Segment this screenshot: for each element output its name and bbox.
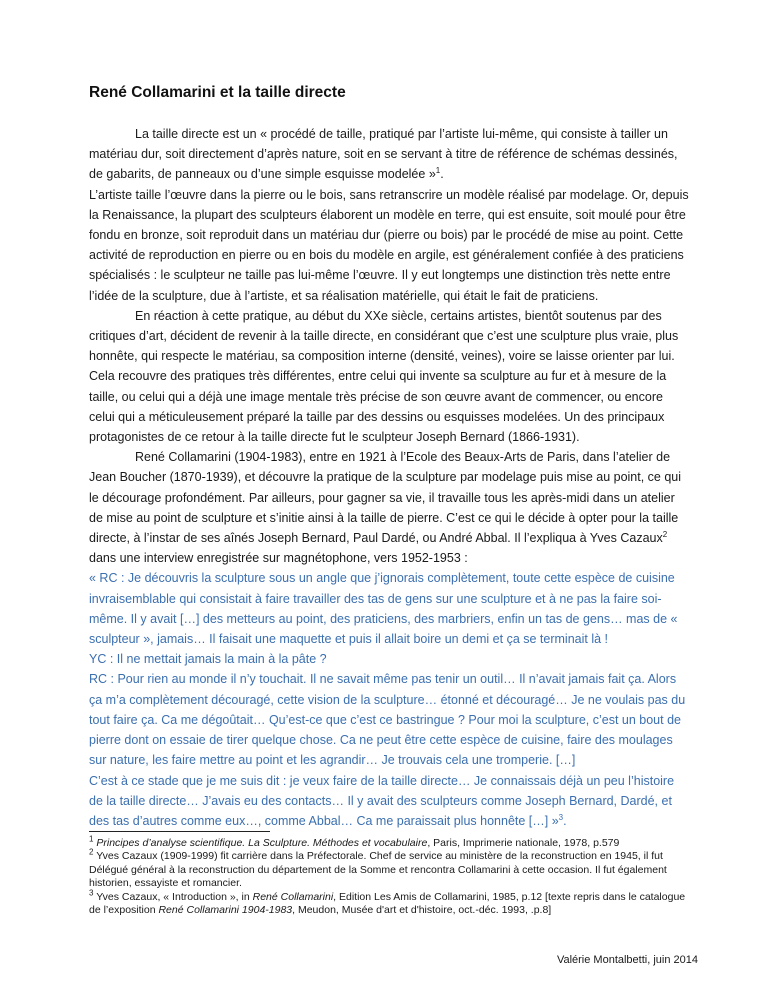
- footnote-1: [89, 834, 693, 850]
- footnote-3-part-a: Yves Cazaux, « Introduction », in: [96, 890, 253, 903]
- quote-line-3: RC : Pour rien au monde il n’y touchait. Il ne savait même pas tenir un outil… Il n’avait jamais fait ça. Alors ça m’a complètement découragé, cette vision de la sculpture… étonné et découragé… Je ne voulais pas du tout faire ça. Ca me dégoûtait… Qu’est-ce que c’est ce bastringue ? Pour moi la sculpture, c’est un bout de pierre dont on essaie de tirer quelque chose. Ca ne peut être cette espèce de cuisine, faire des moulages sur nature, les faire mettre au point et les agrandir… Je trouvais cela une tromperie. […]: [89, 672, 686, 768]
- footnote-1-rest: , Paris, Imprimerie nationale, 1978, p.579: [427, 837, 620, 849]
- paragraph-4-end: dans une interview enregistrée sur magnétophone, vers 1952-1953 :: [89, 551, 468, 566]
- footnote-3-title-1: René Collamarini: [252, 890, 334, 903]
- footnote-3-part-b: , Edition Les Amis de Collamarini, 1985, p.12 [texte repris dans le catalogue de l’exposition: [89, 890, 686, 917]
- footnote-1-title: Principes d’analyse scientifique. La Sculpture. Méthodes et vocabulaire: [96, 837, 428, 849]
- footnotes: [89, 834, 693, 917]
- footnote-2-number: 2: [89, 847, 94, 857]
- footnote-3-number: 3: [89, 888, 94, 898]
- footnote-ref-2[interactable]: 2: [662, 529, 668, 539]
- footnote-2: [89, 847, 693, 890]
- document-title: René Collamarini et la taille directe: [89, 84, 346, 101]
- footnote-ref-1[interactable]: 1: [435, 166, 441, 176]
- footnote-3: [89, 888, 693, 918]
- paragraph-1-end: .: [440, 167, 444, 182]
- quote-line-4-end: .: [563, 813, 567, 828]
- paragraph-2: L’artiste taille l’œuvre dans la pierre ou le bois, sans retranscrire un modèle réalisé par modelage. Or, depuis la Renaissance, la plupart des sculpteurs élaborent un modèle en terre, qui est ensuite, soit moulé pour être fondu en bronze, soit reproduit dans un matériau dur (pierre ou bois) par le procédé de mise au point. Cette activité de reproduction en pierre ou en bois du modèle en argile, est généralement confiée à des praticiens spécialisés : le sculpteur ne taille pas lui-même l’œuvre. Il y eut longtemps une distinction très nette entre l’idée de la sculpture, due à l’artiste, et sa réalisation matérielle, qui était le fait de praticiens.: [89, 187, 689, 303]
- paragraph-4: [89, 447, 689, 568]
- document-body: [89, 124, 689, 831]
- paragraph-3: En réaction à cette pratique, au début du XXe siècle, certains artistes, bientôt soutenus par des critiques d’art, décident de revenir à la taille directe, en considérant que c’est une sculpture plus vraie, plus honnête, qui respecte le matériau, sa composition interne (densité, veines), voire se laisse orienter par lui. Cela recouvre des pratiques très différentes, entre celui qui invente sa sculpture au fur et à mesure de la taille, ou celui qui a déjà une image mentale très précise de son œuvre avant de commencer, ou encore celui qui a méticuleusement préparé la taille par des dessins ou esquisses modelées. Un des principaux protagonistes de ce retour à la taille directe fut le sculpteur Joseph Bernard (1866-1931).: [89, 308, 679, 445]
- paragraph-4-text: René Collamarini (1904-1983), entre en 1921 à l’Ecole des Beaux-Arts de Paris, dans l’atelier de Jean Boucher (1870-1939), et découvre la pratique de la sculpture par modelage puis mise au point, ce qui le décourage profondément. Par ailleurs, pour gagner sa vie, il travaille tous les après-midi dans un atelier de mise au point de sculpture et s’initie ainsi à la taille de pierre. C’est ce qui le décide à opter pour la taille directe, à l’instar de ses aînés Joseph Bernard, Paul Dardé, ou André Abbal. Il l’expliqua à Yves Cazaux: [89, 450, 682, 546]
- quote-line-4: [89, 771, 689, 832]
- footnote-3-title-2: René Collamarini 1904-1983: [158, 904, 293, 917]
- footnote-3-part-c: , Meudon, Musée d'art et d'histoire, oct.-déc. 1993, .p.8]: [292, 904, 552, 917]
- paragraph-1-text: La taille directe est un « procédé de taille, pratiqué par l’artiste lui-même, qui consiste à tailler un matériau dur, soit directement d’après nature, soit en se servant à titre de référence de schémas dessinés, de gabarits, de panneaux ou d’une simple esquisse modelée »: [89, 127, 678, 182]
- footnote-1-number: 1: [89, 834, 94, 844]
- quote-line-1: « RC : Je découvris la sculpture sous un angle que j’ignorais complètement, toute cette espèce de cuisine invraisemblable qui consistait à faire travailler des tas de gens sur une sculpture et à ne pas la faire soi-même. Il y avait […] des metteurs au point, des praticiens, des marbriers, enfin un tas de gens… mas de « sculpteur », jamais… Il faisait une maquette et puis il allait boire un demi et ça se terminait là !: [89, 571, 678, 647]
- footnote-separator: [89, 831, 270, 832]
- page-footer: Valérie Montalbetti, juin 2014: [556, 954, 698, 966]
- footnote-2-text: Yves Cazaux (1909-1999) fit carrière dans la Préfectorale. Chef de service au ministère de la reconstruction en 1945, il fut Délégué général à la reconstruction du département de la Somme et rencontra Collamarini à cette occasion. Il fut également historien, essayiste et romancier.: [89, 850, 667, 890]
- footnote-ref-3[interactable]: 3: [558, 812, 564, 822]
- paragraph-1: [89, 124, 689, 185]
- quote-line-4-text: C’est à ce stade que je me suis dit : je veux faire de la taille directe… Je connaissais déjà un peu l’histoire de la taille directe… J’avais eu des contacts… Il y avait des sculpteurs comme Joseph Bernard, Dardé, et des tas d’autres comme eux…, comme Abbal… Ca me paraissait plus honnête […] »: [89, 773, 675, 828]
- quote-line-2: YC : Il ne mettait jamais la main à la pâte ?: [89, 652, 327, 667]
